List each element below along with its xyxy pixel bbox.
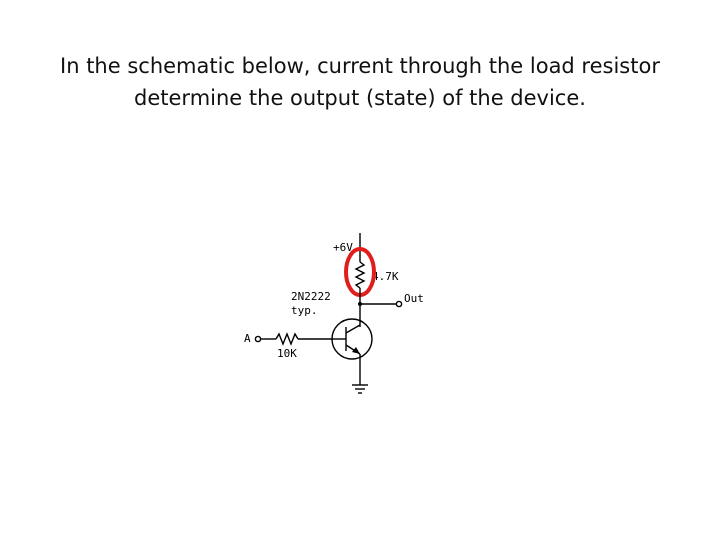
base-resistor (276, 334, 298, 344)
transistor-symbol (331, 319, 372, 359)
input-label: A (244, 332, 251, 345)
supply-label: +6V (333, 241, 353, 254)
transistor-label-line1: 2N2222 (291, 290, 331, 303)
output-terminal (396, 301, 401, 306)
title-line-2: determine the output (state) of the device. (134, 86, 586, 110)
title-line-1: In the schematic below, current through the load resistor (60, 54, 660, 78)
input-terminal (255, 336, 260, 341)
ground-symbol (352, 385, 368, 393)
load-resistor (356, 262, 364, 288)
transistor-label-line2: typ. (291, 304, 318, 317)
load-resistor-label: 4.7K (372, 270, 399, 283)
base-resistor-label: 10K (277, 347, 297, 360)
output-label: Out (404, 292, 424, 305)
